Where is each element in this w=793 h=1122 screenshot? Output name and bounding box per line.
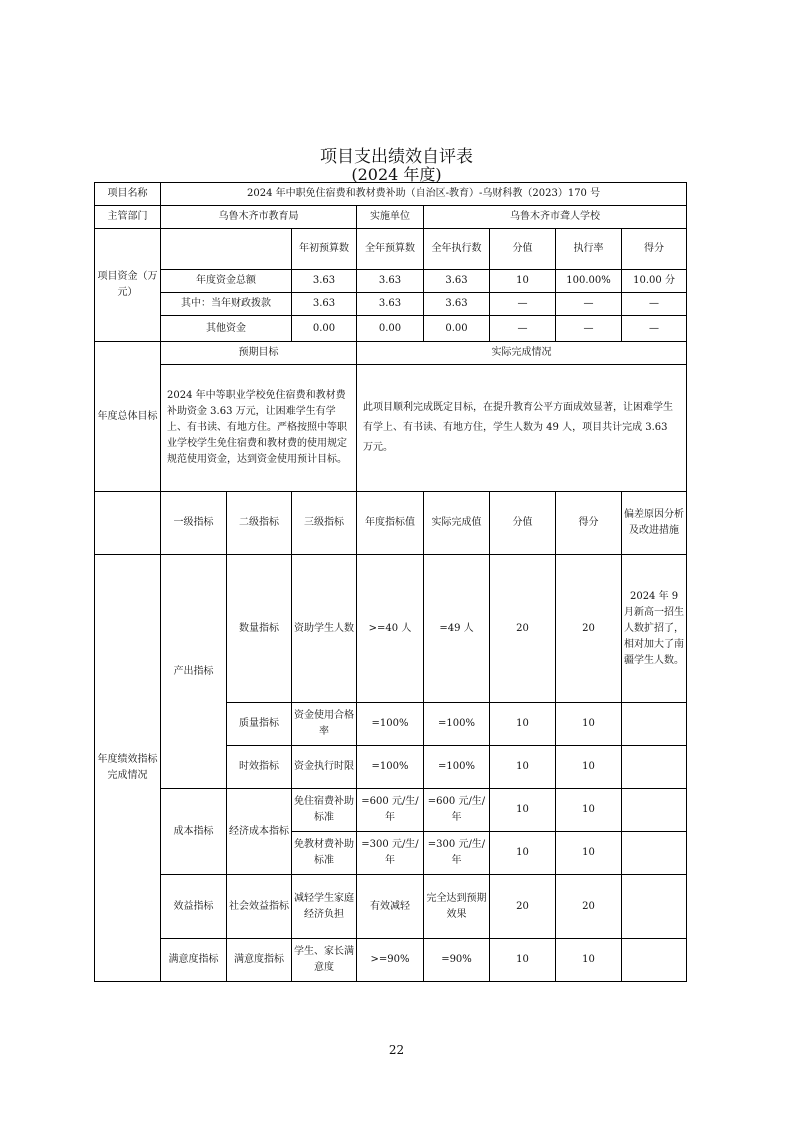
actual-cell: =90% — [424, 939, 490, 982]
funds-row-label: 其他资金 — [161, 316, 292, 342]
deviation-note — [622, 746, 687, 789]
score-cell: 20 — [556, 555, 622, 703]
deviation-note — [622, 703, 687, 746]
deviation-note — [622, 832, 687, 875]
target-cell: 有效减轻 — [357, 875, 424, 939]
page-number: 22 — [388, 1043, 405, 1057]
funds-cell: 3.63 — [424, 293, 490, 316]
score-max-cell: 10 — [490, 832, 556, 875]
funds-cell: 3.63 — [357, 293, 424, 316]
actual-cell: =100% — [424, 746, 490, 789]
funds-cell: — — [490, 316, 556, 342]
funds-row-label: 其中：当年财政拨款 — [161, 293, 292, 316]
target-cell: =600 元/生/年 — [357, 789, 424, 832]
satisfaction-indicator-label: 满意度指标 — [161, 939, 227, 982]
level3-cell: 资助学生人数 — [292, 555, 357, 703]
score-cell: 10 — [556, 703, 622, 746]
project-name: 2024 年中职免住宿费和教材费补助（自治区-教育）-乌财科教（2023）170 号 — [161, 183, 687, 206]
funds-cell: 100.00% — [556, 270, 622, 293]
actual-cell: =49 人 — [424, 555, 490, 703]
funds-header: 得分 — [622, 229, 687, 270]
funds-cell: — — [490, 293, 556, 316]
target-cell: >=90% — [357, 939, 424, 982]
level2-cell: 数量指标 — [227, 555, 292, 703]
level3-cell: 免教材费补助标准 — [292, 832, 357, 875]
performance-table — [94, 182, 687, 982]
project-name-label: 项目名称 — [95, 183, 161, 206]
cost-indicator-label: 成本指标 — [161, 789, 227, 875]
page-title: 项目支出绩效自评表 — [320, 147, 473, 167]
funds-header: 全年预算数 — [357, 229, 424, 270]
funds-header-blank — [161, 229, 292, 270]
actual-goal-text: 此项目顺利完成既定目标，在提升教育公平方面成效显著，让困难学生有学上、有书读、有地方住，学生人数为 49 人，项目共计完成 3.63 万元。 — [357, 365, 687, 492]
indicator-header: 实际完成值 — [424, 492, 490, 555]
indicator-header: 一级指标 — [161, 492, 227, 555]
indicator-header: 分值 — [490, 492, 556, 555]
level3-cell: 资金执行时限 — [292, 746, 357, 789]
target-cell: =300 元/生/年 — [357, 832, 424, 875]
funds-cell: — — [556, 293, 622, 316]
funds-cell: 3.63 — [292, 293, 357, 316]
actual-cell: 完全达到预期效果 — [424, 875, 490, 939]
goal-label: 年度总体目标 — [95, 342, 161, 492]
indicator-header: 年度指标值 — [357, 492, 424, 555]
level2-cell: 时效指标 — [227, 746, 292, 789]
indicator-section-label: 年度绩效指标完成情况 — [95, 555, 161, 982]
target-cell: =100% — [357, 703, 424, 746]
actual-cell: =300 元/生/年 — [424, 832, 490, 875]
funds-header: 全年执行数 — [424, 229, 490, 270]
indicator-header: 二级指标 — [227, 492, 292, 555]
funds-cell: — — [622, 316, 687, 342]
actual-cell: =100% — [424, 703, 490, 746]
score-max-cell: 10 — [490, 789, 556, 832]
score-max-cell: 20 — [490, 875, 556, 939]
deviation-note: 2024 年 9 月新高一招生人数扩招了，相对加大了南疆学生人数。 — [622, 555, 687, 703]
score-cell: 10 — [556, 939, 622, 982]
level2-cell: 经济成本指标 — [227, 789, 292, 875]
score-cell: 10 — [556, 832, 622, 875]
level2-cell: 社会效益指标 — [227, 875, 292, 939]
funds-cell: 0.00 — [424, 316, 490, 342]
deviation-note — [622, 939, 687, 982]
funds-header: 年初预算数 — [292, 229, 357, 270]
dept-value: 乌鲁木齐市教育局 — [161, 206, 357, 229]
level3-cell: 免住宿费补助标准 — [292, 789, 357, 832]
deviation-note — [622, 789, 687, 832]
output-indicator-label: 产出指标 — [161, 555, 227, 789]
funds-cell: 0.00 — [357, 316, 424, 342]
actual-cell: =600 元/生/年 — [424, 789, 490, 832]
indicator-header: 得分 — [556, 492, 622, 555]
funds-label: 项目资金（万元） — [95, 229, 161, 342]
level3-cell: 资金使用合格率 — [292, 703, 357, 746]
indicator-header-blank — [95, 492, 161, 555]
funds-cell: 3.63 — [292, 270, 357, 293]
funds-header: 分值 — [490, 229, 556, 270]
level2-cell: 满意度指标 — [227, 939, 292, 982]
level2-cell: 质量指标 — [227, 703, 292, 746]
funds-cell: 0.00 — [292, 316, 357, 342]
score-cell: 10 — [556, 789, 622, 832]
score-max-cell: 10 — [490, 746, 556, 789]
funds-cell: 3.63 — [424, 270, 490, 293]
deviation-note — [622, 875, 687, 939]
level3-cell: 学生、家长满意度 — [292, 939, 357, 982]
funds-cell: — — [556, 316, 622, 342]
target-cell: =100% — [357, 746, 424, 789]
score-cell: 10 — [556, 746, 622, 789]
actual-goal-header: 实际完成情况 — [357, 342, 687, 365]
score-max-cell: 10 — [490, 703, 556, 746]
impl-unit-value: 乌鲁木齐市聋人学校 — [424, 206, 687, 229]
expected-goal-header: 预期目标 — [161, 342, 357, 365]
funds-row-label: 年度资金总额 — [161, 270, 292, 293]
score-cell: 20 — [556, 875, 622, 939]
target-cell: >=40 人 — [357, 555, 424, 703]
dept-label: 主管部门 — [95, 206, 161, 229]
benefit-indicator-label: 效益指标 — [161, 875, 227, 939]
expected-goal-text: 2024 年中等职业学校免住宿费和教材费补助资金 3.63 万元，让困难学生有学上、有书读、有地方住。严格按照中等职业学校学生免住宿费和教材费的使用规定规范使用资金，达到资金使用预计目标。 — [161, 365, 357, 492]
funds-cell: — — [622, 293, 687, 316]
funds-cell: 10.00 分 — [622, 270, 687, 293]
score-max-cell: 20 — [490, 555, 556, 703]
funds-header: 执行率 — [556, 229, 622, 270]
funds-cell: 10 — [490, 270, 556, 293]
funds-cell: 3.63 — [357, 270, 424, 293]
indicator-header: 偏差原因分析及改进措施 — [622, 492, 687, 555]
indicator-header: 三级指标 — [292, 492, 357, 555]
page-subtitle: (2024 年度) — [351, 165, 442, 184]
impl-unit-label: 实施单位 — [357, 206, 424, 229]
level3-cell: 减轻学生家庭经济负担 — [292, 875, 357, 939]
score-max-cell: 10 — [490, 939, 556, 982]
